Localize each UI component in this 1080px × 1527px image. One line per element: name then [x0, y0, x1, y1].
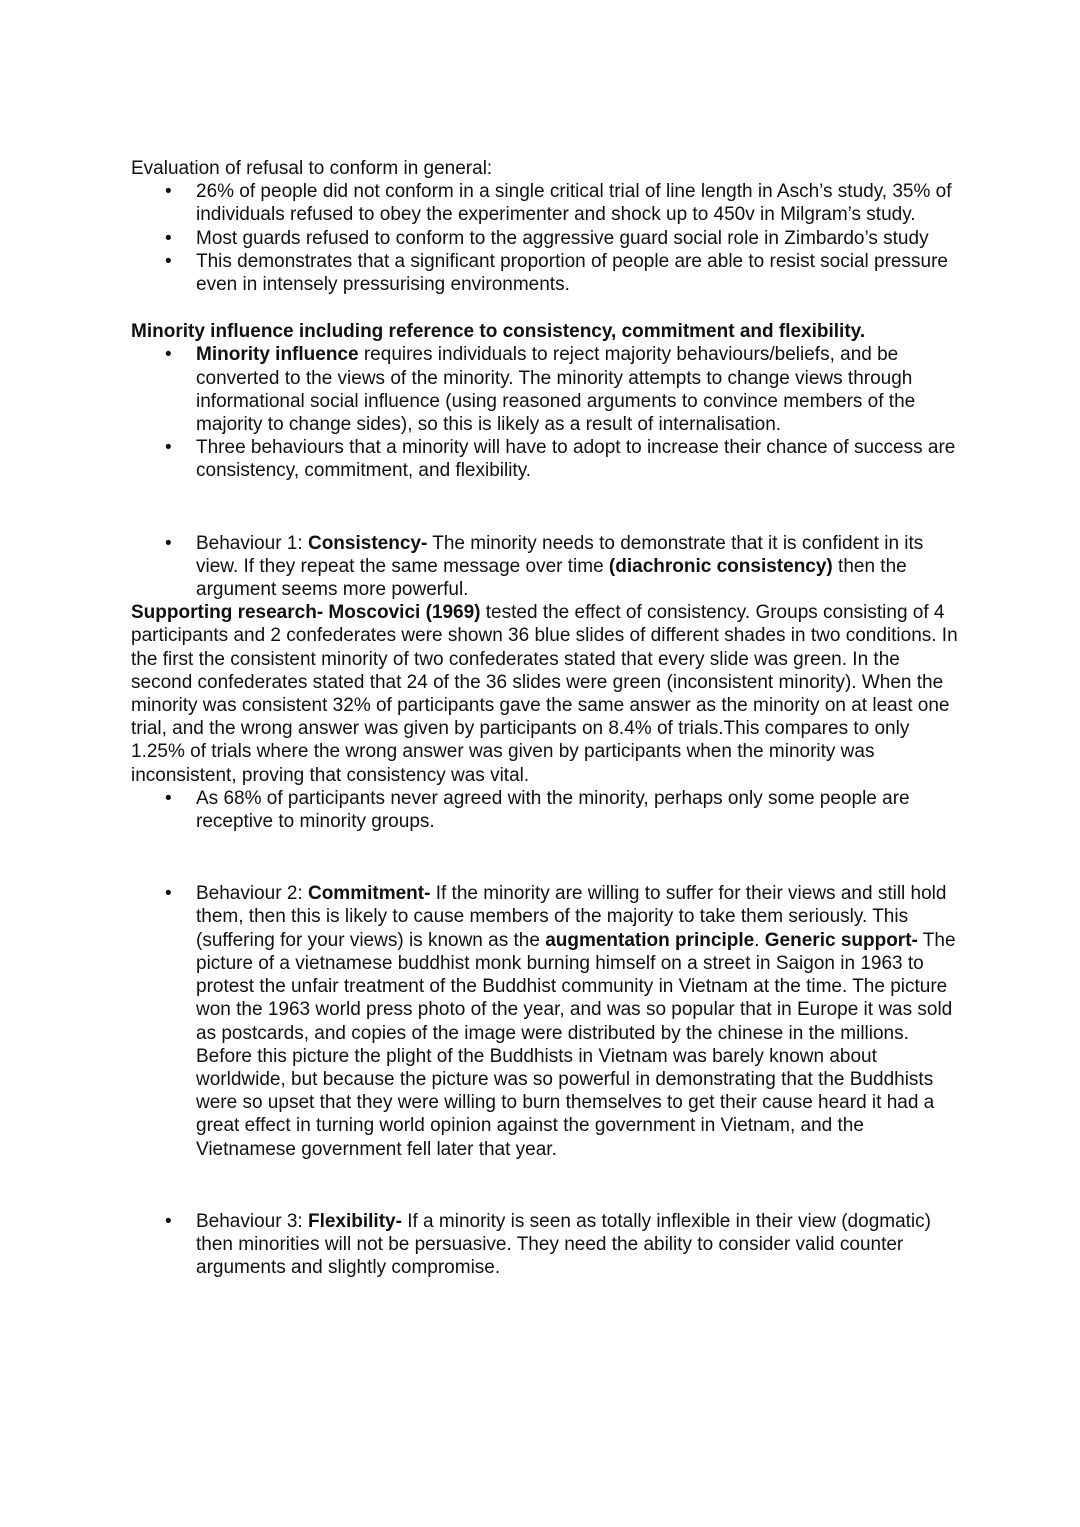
list-item: • Behaviour 1: Consistency- The minority needs to demonstrate that it is confident in its view. If they repeat the same message over time (diachronic consistency) then the argument seems more powerful. [165, 532, 924, 601]
spacer [131, 833, 961, 882]
bullet-icon: • [165, 1210, 172, 1232]
list-item: • Three behaviours that a minority will have to adopt to increase their chance of success are consistency, commitment, and flexibility. [165, 437, 956, 482]
consistency-bullet-list [131, 532, 961, 602]
commitment-bullet-list [131, 882, 961, 1160]
eval-heading: Evaluation of refusal to conform in general: [131, 158, 493, 179]
term: Flexibility- [307, 1210, 402, 1232]
document-page [131, 157, 961, 1279]
term: (diachronic consistency) [608, 555, 833, 577]
list-item: • Minority influence requires individuals to reject majority behaviours/beliefs, and be converted to the views of the minority. The minority attempts to change views through informational social influence (using reasoned arguments to convince members of the majority to change sides), so this is likely as a result of internalisation. [165, 344, 916, 436]
spacer [131, 1161, 961, 1210]
bullet-icon: • [165, 181, 172, 203]
spacer [131, 296, 961, 320]
list-item: • Most guards refused to conform to the aggressive guard social role in Zimbardo’s study [165, 227, 929, 249]
minority-heading: Minority influence including reference to consistency, commitment and flexibility. [131, 321, 866, 343]
spacer [131, 483, 961, 532]
list-item: • As 68% of participants never agreed with the minority, perhaps only some people are receptive to minority groups. [165, 787, 910, 833]
bullet-icon: • [165, 250, 172, 272]
bullet-icon: • [165, 437, 172, 459]
bullet-icon: • [165, 787, 172, 809]
bullet-icon: • [165, 227, 172, 249]
bullet-icon: • [165, 532, 172, 554]
term: Minority influence [196, 344, 359, 366]
term: augmentation principle [545, 929, 755, 951]
term: Generic support- [764, 929, 918, 951]
term: Consistency- [307, 532, 428, 554]
supporting-research-paragraph: Supporting research- Moscovici (1969) tested the effect of consistency. Groups consisting of 4 participants and 2 confederates were shown 36 blue slides of different shades in two conditions. In the first the consistent minority of two confederates stated that every slide was green. In the second confederates stated that 24 of the 36 slides were green (inconsistent minority). When the minority was consistent 32% of participants gave the same answer as the minority on at least one trial, and the wrong answer was given by participants on 8.4% of trials.This compares to only 1.25% of trials where the wrong answer was given by participants when the minority was inconsistent, proving that consistency was vital. [131, 602, 958, 786]
consistency-eval-list [131, 787, 961, 833]
bullet-icon: • [165, 883, 172, 905]
list-item: • This demonstrates that a significant proportion of people are able to resist social pressure even in intensely pressurising environments. [165, 250, 948, 296]
eval-bullet-list [131, 180, 961, 296]
list-item: • Behaviour 3: Flexibility- If a minority is seen as totally inflexible in their view (dogmatic) then minorities will not be persuasive. They need the ability to consider valid counter arguments and slightly compromise. [165, 1210, 931, 1279]
flexibility-bullet-list [131, 1210, 961, 1280]
list-item: • 26% of people did not conform in a single critical trial of line length in Asch’s study, 35% of individuals refused to obey the experimenter and shock up to 450v in Milgram’s study. [165, 181, 952, 226]
minority-bullet-list [131, 343, 961, 482]
list-item: • Behaviour 2: Commitment- If the minority are willing to suffer for their views and still hold them, then this is likely to cause members of the majority to take them seriously. This (suffering for your views) is known as the augmentation principle. Generic support- The picture of a vietnamese buddhist monk burning himself on a street in Saigon in 1963 to protest the unfair treatment of the Buddhist community in Vietnam at the time. The picture won the 1963 world press photo of the year, and was so popular that in Europe it was sold as postcards, and copies of the image were distributed by the chinese in the millions. Before this picture the plight of the Buddhists in Vietnam was barely known about worldwide, but because the picture was so powerful in demonstrating that the Buddhists were so upset that they were willing to burn themselves to get their cause heard it had a great effect in turning world opinion against the government in Vietnam, and the Vietnamese government fell later that year. [165, 883, 956, 1160]
term: Supporting research- Moscovici (1969) [131, 602, 481, 624]
bullet-icon: • [165, 344, 172, 366]
term: Commitment- [307, 883, 431, 905]
